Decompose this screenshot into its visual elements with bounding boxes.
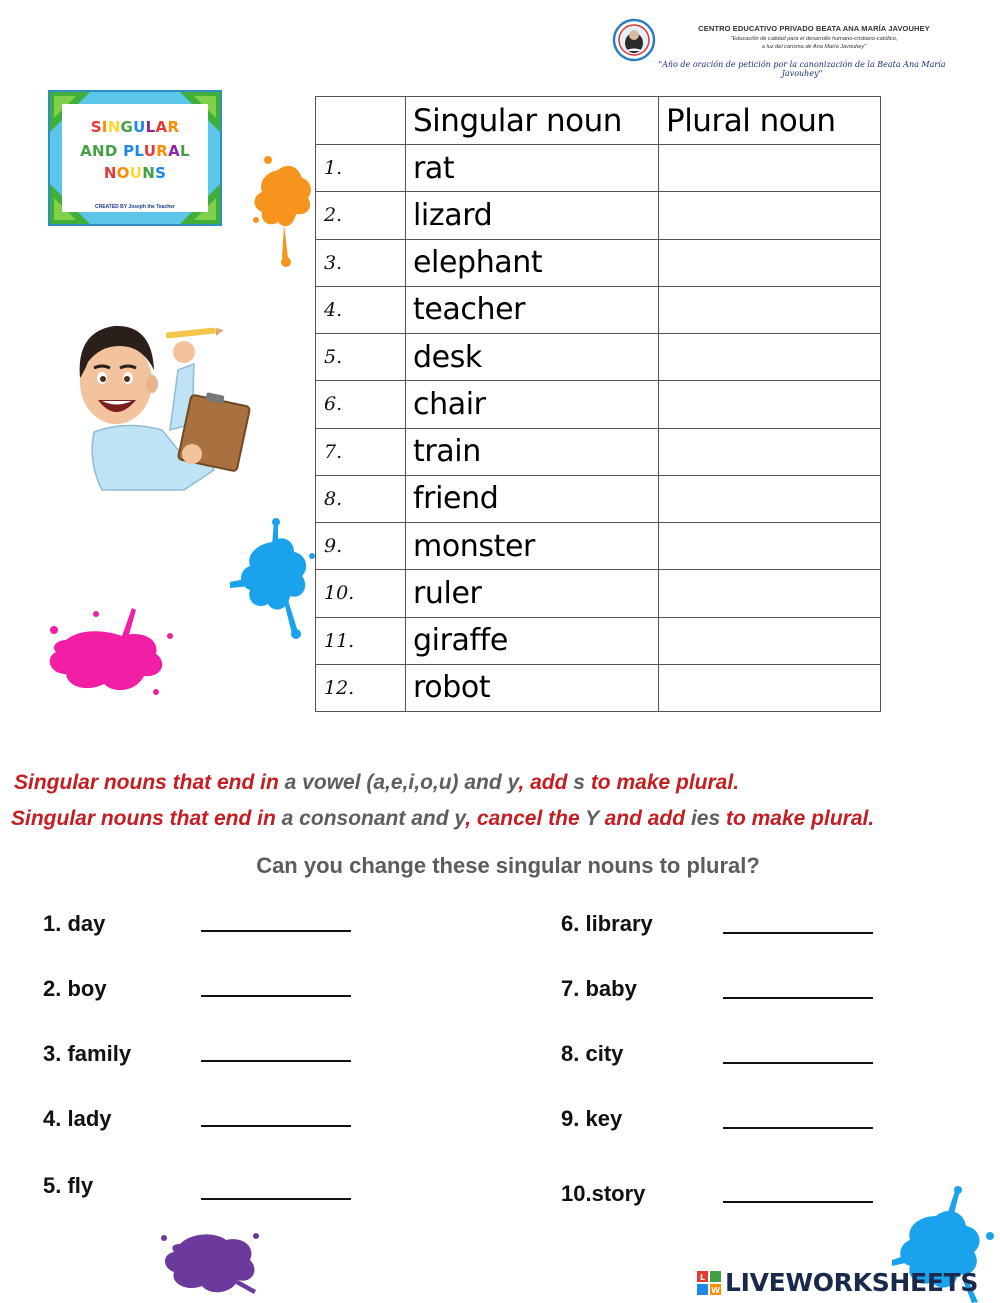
answer-blank[interactable]: [201, 1198, 351, 1200]
answer-blank[interactable]: [723, 1201, 873, 1203]
exercise-number: 10.: [561, 1181, 592, 1206]
table-row: [316, 523, 881, 570]
singular-noun-cell: giraffe: [406, 617, 659, 664]
exercise-word: baby: [585, 976, 637, 1001]
school-seal-icon: [612, 18, 656, 62]
rule-text: a consonant and y: [281, 807, 466, 830]
answer-blank[interactable]: [201, 1060, 351, 1062]
row-number: 5.: [316, 334, 406, 381]
table-row: [316, 145, 881, 192]
singular-noun-cell: ruler: [406, 570, 659, 617]
exercise-number: 5.: [43, 1173, 62, 1198]
singular-noun-cell: robot: [406, 664, 659, 711]
row-number: 6.: [316, 381, 406, 428]
plural-noun-answer-cell[interactable]: [659, 570, 881, 617]
singular-noun-cell: train: [406, 428, 659, 475]
header-plural-noun: Plural noun: [659, 97, 881, 145]
exercise-word: boy: [67, 976, 107, 1001]
title-line: AND PLURAL: [80, 142, 190, 160]
rule-text: and add: [598, 807, 691, 830]
row-number: 10.: [316, 570, 406, 617]
purple-paint-splash-icon: [156, 1218, 266, 1302]
title-line: NOUNS: [103, 164, 167, 182]
school-name: CENTRO EDUCATIVO PRIVADO BEATA ANA MARÍA JAVOUHEY: [698, 24, 930, 33]
singular-noun-cell: teacher: [406, 286, 659, 333]
table-row: [316, 664, 881, 711]
exercise-item: [43, 1041, 131, 1067]
rule-text: to make plural.: [584, 771, 740, 794]
exercise-number: 7.: [561, 976, 580, 1001]
pink-paint-splash-icon: [36, 600, 184, 704]
rule-text: s: [573, 771, 585, 794]
rule-text: a vowel (a,e,i,o,u) and y: [284, 771, 519, 794]
row-number: 11.: [316, 617, 406, 664]
answer-blank[interactable]: [723, 932, 873, 934]
exercise-word: lady: [67, 1106, 112, 1131]
exercise-number: 2.: [43, 976, 62, 1001]
teacher-avatar-icon: [66, 312, 256, 494]
answer-blank[interactable]: [723, 997, 873, 999]
exercise-word: city: [585, 1041, 624, 1066]
liveworksheets-badge-icon: [697, 1271, 721, 1295]
plural-noun-answer-cell[interactable]: [659, 239, 881, 286]
exercise-number: 8.: [561, 1041, 580, 1066]
singular-noun-cell: desk: [406, 334, 659, 381]
school-motto-line: a luz del carisma de Ana María Javouhey": [761, 44, 867, 50]
exercise-question: Can you change these singular nouns to plural?: [256, 853, 760, 878]
table-row: [316, 570, 881, 617]
exercise-item: [43, 1106, 112, 1132]
exercise-word: family: [67, 1041, 132, 1066]
plural-noun-answer-cell[interactable]: [659, 334, 881, 381]
singular-noun-cell: rat: [406, 145, 659, 192]
exercise-item: [43, 1173, 93, 1199]
plural-rule-consonant-y: [11, 807, 874, 831]
rule-text: Singular nouns that end in: [11, 807, 282, 830]
school-motto-line: "Educación de calidad para el desarrollo humano-cristiano-católico,: [730, 36, 898, 42]
plural-noun-answer-cell[interactable]: [659, 286, 881, 333]
header-singular-noun: Singular noun: [406, 97, 659, 145]
school-header: [612, 18, 962, 78]
exercise-item: [561, 1041, 623, 1067]
table-row: [316, 286, 881, 333]
exercise-item: [43, 911, 105, 937]
answer-blank[interactable]: [201, 930, 351, 932]
badge-letter: L: [699, 1273, 706, 1282]
answer-blank[interactable]: [201, 1125, 351, 1127]
table-row: [316, 617, 881, 664]
row-number: 1.: [316, 145, 406, 192]
answer-blank[interactable]: [723, 1062, 873, 1064]
row-number: 7.: [316, 428, 406, 475]
exercise-item: [561, 976, 637, 1002]
rule-text: Y: [585, 807, 599, 830]
title-card: [48, 90, 222, 226]
plural-noun-answer-cell[interactable]: [659, 381, 881, 428]
exercise-word: fly: [67, 1173, 94, 1198]
plural-noun-answer-cell[interactable]: [659, 428, 881, 475]
plural-noun-answer-cell[interactable]: [659, 664, 881, 711]
exercise-number: 1.: [43, 911, 62, 936]
title-line: SINGULAR: [90, 118, 180, 136]
exercise-number: 9.: [561, 1106, 580, 1131]
plural-noun-answer-cell[interactable]: [659, 523, 881, 570]
exercise-word: key: [585, 1106, 623, 1131]
plural-noun-answer-cell[interactable]: [659, 192, 881, 239]
table-row: [316, 381, 881, 428]
singular-noun-cell: lizard: [406, 192, 659, 239]
school-motto: [694, 35, 934, 51]
exercise-item: [561, 911, 653, 937]
exercise-number: 3.: [43, 1041, 62, 1066]
row-number: 12.: [316, 664, 406, 711]
answer-blank[interactable]: [723, 1127, 873, 1129]
singular-noun-cell: chair: [406, 381, 659, 428]
rule-text: , add: [518, 771, 574, 794]
answer-blank[interactable]: [201, 995, 351, 997]
exercise-item: [561, 1181, 645, 1207]
plural-rule-vowel-y: [14, 771, 739, 795]
table-row: [316, 475, 881, 522]
row-number: 9.: [316, 523, 406, 570]
exercise-word: day: [67, 911, 106, 936]
singular-noun-cell: elephant: [406, 239, 659, 286]
exercise-word: story: [591, 1181, 646, 1206]
rule-text: , cancel the: [465, 807, 586, 830]
plural-noun-answer-cell[interactable]: [659, 475, 881, 522]
year-slogan: "Año de oración de petición por la canonización de la Beata Ana María Javouhey": [658, 60, 946, 78]
singular-noun-cell: friend: [406, 475, 659, 522]
rule-text: to make plural.: [720, 807, 875, 830]
title-credit: CREATED BY Joseph the Teacher: [94, 204, 176, 210]
liveworksheets-brand: LIVEWORKSHEETS: [725, 1268, 979, 1297]
exercise-word: library: [585, 911, 653, 936]
header-number-cell: [316, 97, 406, 145]
table-row: [316, 192, 881, 239]
plural-noun-answer-cell[interactable]: [659, 145, 881, 192]
row-number: 4.: [316, 286, 406, 333]
noun-table: [315, 96, 881, 712]
row-number: 3.: [316, 239, 406, 286]
exercise-number: 4.: [43, 1106, 62, 1131]
table-row: [316, 334, 881, 381]
singular-noun-cell: monster: [406, 523, 659, 570]
plural-noun-answer-cell[interactable]: [659, 617, 881, 664]
orange-paint-splash-icon: [248, 150, 318, 268]
blue-paint-splash-icon: [228, 516, 320, 640]
exercise-item: [561, 1106, 622, 1132]
table-row: [316, 428, 881, 475]
badge-letter: W: [711, 1286, 720, 1295]
row-number: 8.: [316, 475, 406, 522]
row-number: 2.: [316, 192, 406, 239]
rule-text: ies: [690, 807, 721, 830]
table-row: [316, 239, 881, 286]
table-header-row: [316, 97, 881, 145]
exercise-item: [43, 976, 107, 1002]
exercise-number: 6.: [561, 911, 580, 936]
rule-text: Singular nouns that end in: [14, 771, 285, 794]
